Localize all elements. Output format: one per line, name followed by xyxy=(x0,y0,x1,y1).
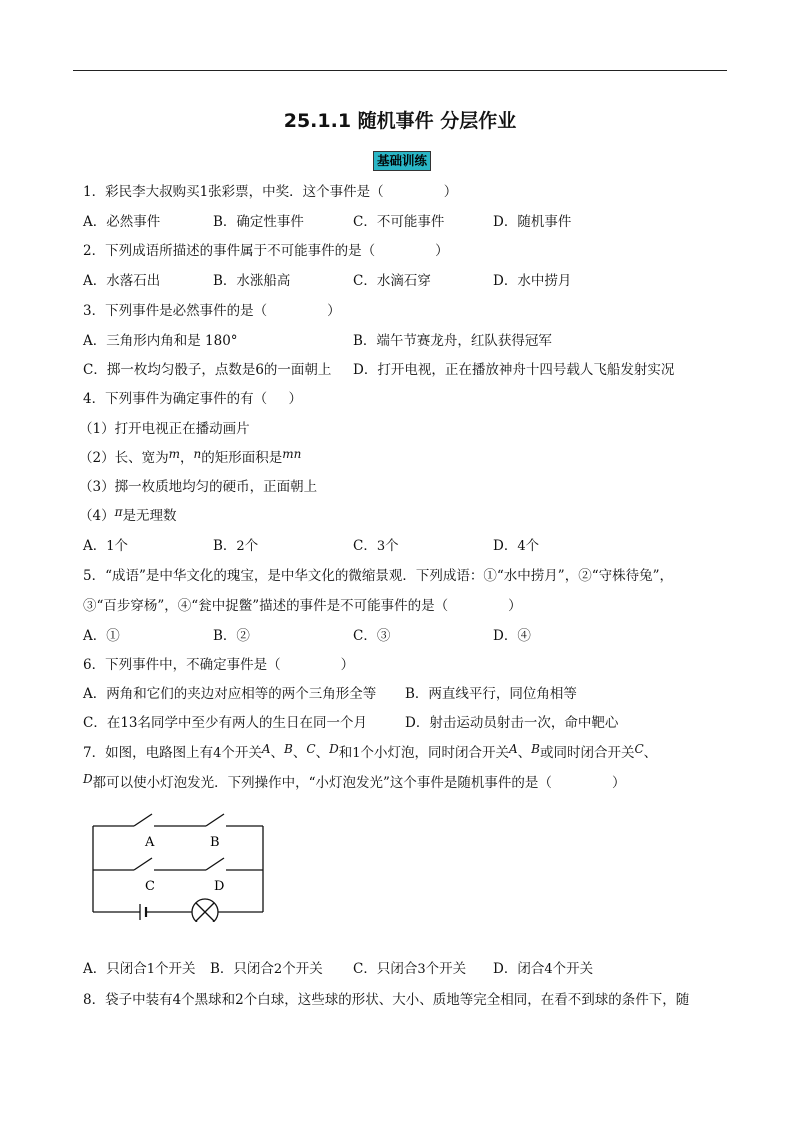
switch-d xyxy=(206,858,224,870)
q7-option-b: B．只闭合2个开关 xyxy=(210,961,323,977)
switch-c xyxy=(134,858,152,870)
switch-label-d: D xyxy=(214,879,225,894)
question-1-stem: 1．彩民李大叔购买1张彩票，中奖．这个事件是（ ） xyxy=(83,184,458,200)
question-7-stem-line-1: 7．如图，电路图上有4个开关A、B、C、D和1个小灯泡，同时闭合开关A、B或同时闭合开关C、 xyxy=(83,742,658,761)
q1-option-d: D．随机事件 xyxy=(493,214,572,230)
switch-label-c: C xyxy=(145,879,155,894)
q5-option-b: B．② xyxy=(213,628,250,644)
q4-item-3: （3）掷一枚质地均匀的硬币，正面朝上 xyxy=(79,479,318,495)
q4-option-d: D．4个 xyxy=(493,538,540,554)
q2-option-d: D．水中捞月 xyxy=(493,273,572,289)
q1-option-c: C．不可能事件 xyxy=(353,214,445,230)
switch-b xyxy=(206,814,224,826)
q1-option-a: A．必然事件 xyxy=(83,214,161,230)
header-rule xyxy=(73,70,727,71)
switch-label-b: B xyxy=(210,835,220,850)
q4-item-2: （2）长、宽为m，n的矩形面积是mn xyxy=(79,447,302,466)
question-2-stem: 2．下列成语所描述的事件属于不可能事件的是（ ） xyxy=(83,243,449,259)
q6-option-d: D．射击运动员射击一次，命中靶心 xyxy=(405,715,619,731)
q7-option-a: A．只闭合1个开关 xyxy=(83,961,196,977)
q6-option-c: C．在13名同学中至少有两人的生日在同一个月 xyxy=(83,715,368,731)
q3-option-a: A．三角形内角和是 180° xyxy=(83,333,238,349)
switch-label-a: A xyxy=(145,835,155,850)
q2-option-b: B．水涨船高 xyxy=(213,273,291,289)
lamp xyxy=(192,899,218,922)
question-8-stem: 8．袋子中装有4个黑球和2个白球，这些球的形状、大小、质地等完全相同，在看不到球的条件下，随 xyxy=(83,992,690,1008)
q4-option-a: A．1个 xyxy=(83,538,129,554)
circuit-diagram xyxy=(88,812,268,922)
q5-option-a: A．① xyxy=(83,628,120,644)
q1-option-b: B．确定性事件 xyxy=(213,214,304,230)
question-7-stem-line-2: D都可以使小灯泡发光．下列操作中，“小灯泡发光”这个事件是随机事件的是（ ） xyxy=(83,772,626,791)
q6-option-b: B．两直线平行，同位角相等 xyxy=(405,686,577,702)
q5-option-c: C．③ xyxy=(353,628,391,644)
q7-option-d: D．闭合4个开关 xyxy=(493,961,594,977)
q4-item-1: （1）打开电视正在播动画片 xyxy=(79,421,250,437)
question-5-stem-line-2: ③“百步穿杨”，④“瓮中捉鳖”描述的事件是不可能事件的是（ ） xyxy=(83,598,522,614)
q3-option-c: C．掷一枚均匀骰子，点数是6的一面朝上 xyxy=(83,362,332,378)
q4-option-b: B．2个 xyxy=(213,538,259,554)
question-3-stem: 3．下列事件是必然事件的是（ ） xyxy=(83,303,341,319)
q2-option-c: C．水滴石穿 xyxy=(353,273,431,289)
question-5-stem-line-1: 5．“成语”是中华文化的瑰宝，是中华文化的微缩景观．下列成语：①“水中捞月”，②“守株待兔”， xyxy=(83,568,673,584)
q3-option-d: D．打开电视，正在播放神舟十四号载人飞船发射实况 xyxy=(353,362,675,378)
q2-option-a: A．水落石出 xyxy=(83,273,161,289)
q4-item-4: （4）π是无理数 xyxy=(79,505,177,524)
question-4-stem: 4．下列事件为确定事件的有（ ） xyxy=(83,391,303,407)
page-title: 25.1.1 随机事件 分层作业 xyxy=(283,110,517,132)
switch-a xyxy=(134,814,152,826)
q6-option-a: A．两角和它们的夹边对应相等的两个三角形全等 xyxy=(83,686,377,702)
q5-option-d: D．④ xyxy=(493,628,531,644)
q4-option-c: C．3个 xyxy=(353,538,399,554)
section-badge: 基础训练 xyxy=(373,151,431,171)
q7-option-c: C．只闭合3个开关 xyxy=(353,961,467,977)
q3-option-b: B．端午节赛龙舟，红队获得冠军 xyxy=(353,333,552,349)
question-6-stem: 6．下列事件中，不确定事件是（ ） xyxy=(83,657,355,673)
